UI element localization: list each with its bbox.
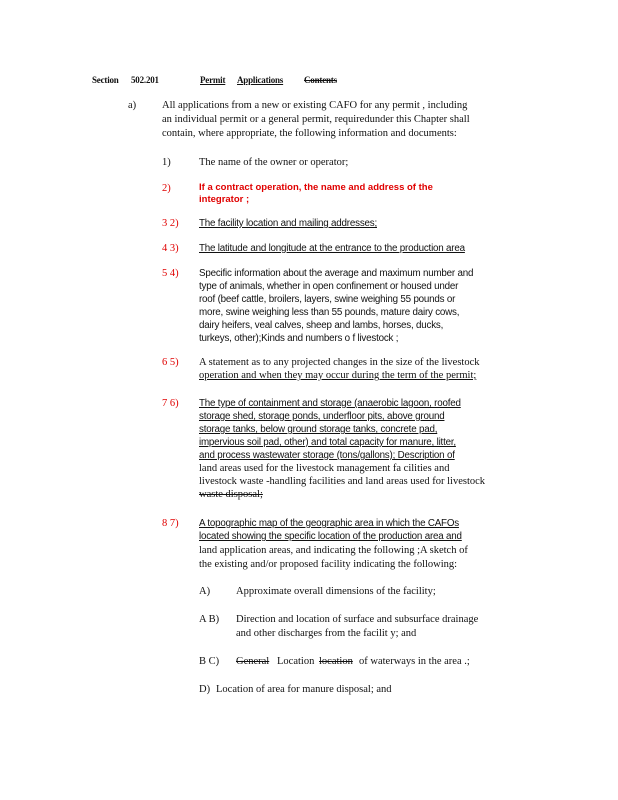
- item-4-label: 4 3): [162, 243, 179, 254]
- sub-c-struck-location: location: [319, 656, 353, 667]
- item-6-line-2: operation and when they may occur during the term of the permit;: [199, 370, 477, 381]
- item-3-text: The facility location and mailing addresses;: [199, 218, 377, 229]
- item-4-text: The latitude and longitude at the entrance to the production area: [199, 243, 465, 254]
- item-8-line-2: located showing the specific location of the production area and: [199, 531, 462, 542]
- sub-c-label: B C): [199, 656, 220, 667]
- para-a-line-3: contain, where appropriate, the following information and documents:: [162, 128, 457, 139]
- item-6-label: 6 5): [162, 357, 179, 368]
- item-7-line-8: waste disposal;: [199, 489, 263, 500]
- item-5-line-5: dairy heifers, veal calves, sheep and lambs, horses, ducks,: [199, 320, 444, 331]
- item-5-line-2: type of animals, whether in open confinement or housed under: [199, 281, 459, 292]
- item-1-text: The name of the owner or operator;: [199, 157, 349, 168]
- item-3-label: 3 2): [162, 218, 179, 229]
- sub-a-text: Approximate overall dimensions of the facility;: [236, 586, 436, 597]
- sub-a-label: A): [199, 586, 211, 597]
- item-7-line-5: and process wastewater storage (tons/gallons); Description of: [199, 450, 455, 461]
- section-number: 502.201: [131, 75, 159, 85]
- sub-c-text-location: Location: [277, 656, 315, 667]
- sub-b-label: A B): [199, 614, 220, 625]
- item-8-line-4: the existing and/or proposed facility indicating the following:: [199, 559, 458, 570]
- item-7-line-7: livestock waste -handling facilities and land areas used for livestock: [199, 476, 486, 487]
- para-a-line-2: an individual permit or a general permit, requiredunder this Chapter shall: [162, 114, 470, 125]
- item-2-line-1: If a contract operation, the name and address of the: [199, 182, 433, 193]
- para-a-label: a): [128, 100, 137, 111]
- header-title-applications: Applications: [237, 75, 284, 85]
- sub-b-line-1: Direction and location of surface and subsurface drainage: [236, 614, 479, 625]
- item-5-line-1: Specific information about the average and maximum number and: [199, 268, 474, 279]
- item-5-line-3: roof (beef cattle, broilers, layers, swine weighing 55 pounds or: [199, 294, 456, 305]
- section-label: Section: [92, 75, 119, 85]
- header-title-contents-struck: Contents: [304, 75, 337, 85]
- item-8-line-1: A topographic map of the geographic area in which the CAFOs: [199, 518, 459, 529]
- para-a-line-1: All applications from a new or existing CAFO for any permit , including: [162, 100, 468, 111]
- sub-c-text-end: of waterways in the area .;: [359, 656, 470, 667]
- item-7-line-4: impervious soil pad, other) and total capacity for manure, litter,: [199, 437, 456, 448]
- item-6-line-1: A statement as to any projected changes in the size of the livestock: [199, 357, 480, 368]
- item-7-label: 7 6): [162, 398, 179, 409]
- item-7-line-2: storage shed, storage ponds, underfloor pits, above ground: [199, 411, 445, 422]
- item-5-line-6: turkeys, other);Kinds and numbers o f livestock ;: [199, 333, 399, 344]
- item-1-label: 1): [162, 157, 171, 168]
- item-7-line-6: land areas used for the livestock management fa cilities and: [199, 463, 450, 474]
- sub-c-struck-general: General: [236, 656, 270, 667]
- item-8-label: 8 7): [162, 518, 179, 529]
- item-7-line-3: storage tanks, below ground storage tanks, concrete pad,: [199, 424, 438, 435]
- item-5-line-4: more, swine weighing less than 55 pounds, mature dairy cows,: [199, 307, 460, 318]
- sub-d-text: Location of area for manure disposal; and: [216, 684, 392, 695]
- sub-d-label: D): [199, 684, 211, 695]
- item-2-label: 2): [162, 183, 171, 194]
- item-8-line-3: land application areas, and indicating the following ;A sketch of: [199, 545, 468, 556]
- header-title-permit: Permit: [200, 75, 226, 85]
- item-5-label: 5 4): [162, 268, 179, 279]
- item-7-line-1: The type of containment and storage (anaerobic lagoon, roofed: [199, 398, 461, 409]
- item-2-line-2: integrator ;: [199, 194, 250, 205]
- sub-b-line-2: and other discharges from the facilit y; and: [236, 628, 417, 639]
